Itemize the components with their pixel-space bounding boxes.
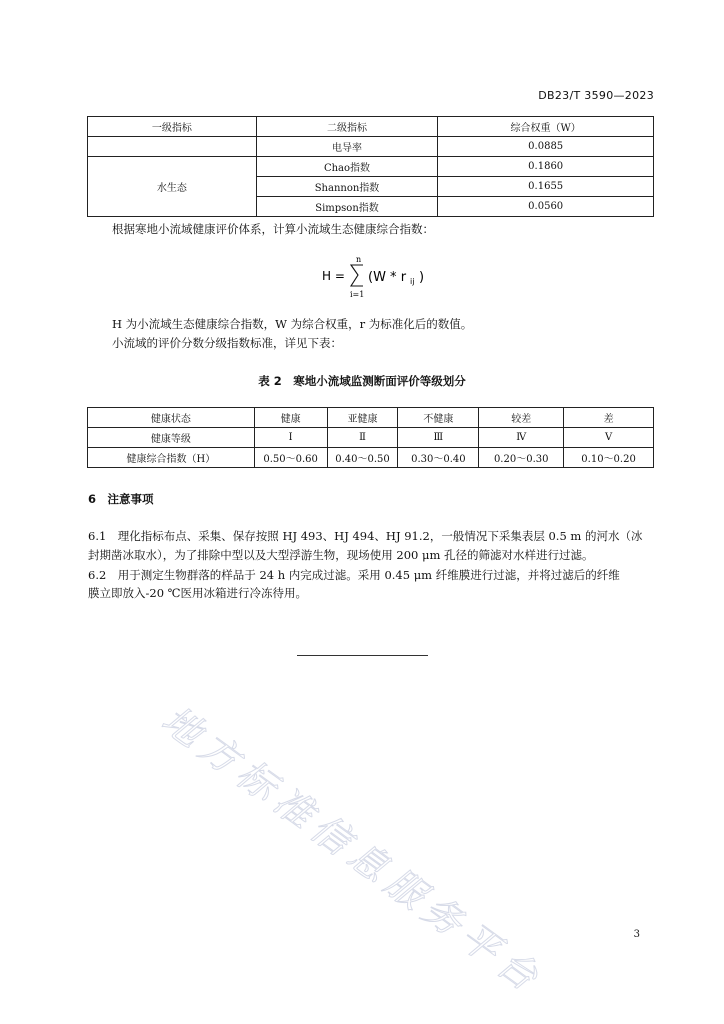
header-cell: 二级指标	[256, 117, 438, 137]
health-index-formula	[322, 253, 442, 301]
table2-caption: 表 2 寒地小流域监测断面评价等级划分	[258, 374, 466, 388]
intro-paragraph: 根据寒地小流域健康评价体系，计算小流域生态健康综合指数：	[112, 222, 434, 236]
page-number: 3	[633, 929, 640, 940]
table-cell: 差	[564, 408, 654, 428]
table-cell: 0.30～0.40	[398, 448, 479, 468]
row-label-cell: 健康综合指数（H）	[88, 448, 255, 468]
level2-cell: Chao指数	[256, 157, 438, 177]
watermark: 地方标准信息服务平台	[153, 697, 552, 1004]
table-row	[88, 157, 654, 177]
table-row	[88, 408, 654, 428]
sum-upper-limit: n	[356, 255, 362, 264]
clause-6-1-line2: 封期凿冰取水），为了排除中型以及大型浮游生物，现场使用 200 μm 孔径的筛滤对水样进行过滤。	[88, 548, 594, 562]
weight-cell: 0.1655	[438, 177, 654, 197]
level2-cell: 电导率	[256, 137, 438, 157]
header-cell: 综合权重（W）	[438, 117, 654, 137]
table-cell: 0.40～0.50	[327, 448, 398, 468]
standard-reference-paragraph: 小流域的评价分数分级指数标准，详见下表：	[112, 336, 342, 350]
table-cell: Ⅳ	[479, 428, 564, 448]
section6-heading: 6 注意事项	[88, 492, 154, 506]
table-cell: Ⅰ	[254, 428, 327, 448]
table-cell: 0.10～0.20	[564, 448, 654, 468]
table-row	[88, 137, 654, 157]
header-cell: 一级指标	[88, 117, 257, 137]
table-cell: 0.50～0.60	[254, 448, 327, 468]
formula-lhs: H =	[322, 269, 345, 283]
standard-number: DB23/T 3590—2023	[538, 89, 654, 102]
weights-table	[87, 116, 654, 217]
clause-6-2-line1: 6.2 用于测定生物群落的样品于 24 h 内完成过滤。采用 0.45 μm 纤维膜进行过滤，并将过滤后的纤维	[88, 568, 620, 582]
end-rule	[297, 655, 428, 656]
sum-lower-limit: i=1	[350, 290, 365, 299]
table-cell: 健康	[254, 408, 327, 428]
formula-subscript: ij	[410, 277, 415, 286]
table-header-row	[88, 117, 654, 137]
weight-cell: 0.0560	[438, 197, 654, 217]
formula-close-paren: )	[419, 270, 425, 285]
table-cell: Ⅲ	[398, 428, 479, 448]
level1-cell	[88, 137, 257, 157]
table-row	[88, 448, 654, 468]
table-row	[88, 428, 654, 448]
definition-paragraph: H 为小流域生态健康综合指数，W 为综合权重，r 为标准化后的数值。	[112, 317, 473, 331]
grading-table	[87, 407, 654, 468]
clause-6-2-line2: 膜立即放入-20 ℃医用冰箱进行冷冻待用。	[88, 586, 308, 600]
table-cell: 较差	[479, 408, 564, 428]
level2-cell: Shannon指数	[256, 177, 438, 197]
clause-6-1-line1: 6.1 理化指标布点、采集、保存按照 HJ 493、HJ 494、HJ 91.2，一般情况下采集表层 0.5 m 的河水（冰	[88, 529, 643, 543]
table-cell: 不健康	[398, 408, 479, 428]
table-cell: 亚健康	[327, 408, 398, 428]
sigma-symbol	[351, 265, 363, 286]
table-cell: 0.20～0.30	[479, 448, 564, 468]
weight-cell: 0.0885	[438, 137, 654, 157]
formula-body: (W * r	[368, 270, 407, 285]
table-cell: Ⅱ	[327, 428, 398, 448]
row-label-cell: 健康等级	[88, 428, 255, 448]
table-cell: Ⅴ	[564, 428, 654, 448]
level2-cell: Simpson指数	[256, 197, 438, 217]
level1-cell: 水生态	[88, 157, 257, 217]
row-label-cell: 健康状态	[88, 408, 255, 428]
weight-cell: 0.1860	[438, 157, 654, 177]
